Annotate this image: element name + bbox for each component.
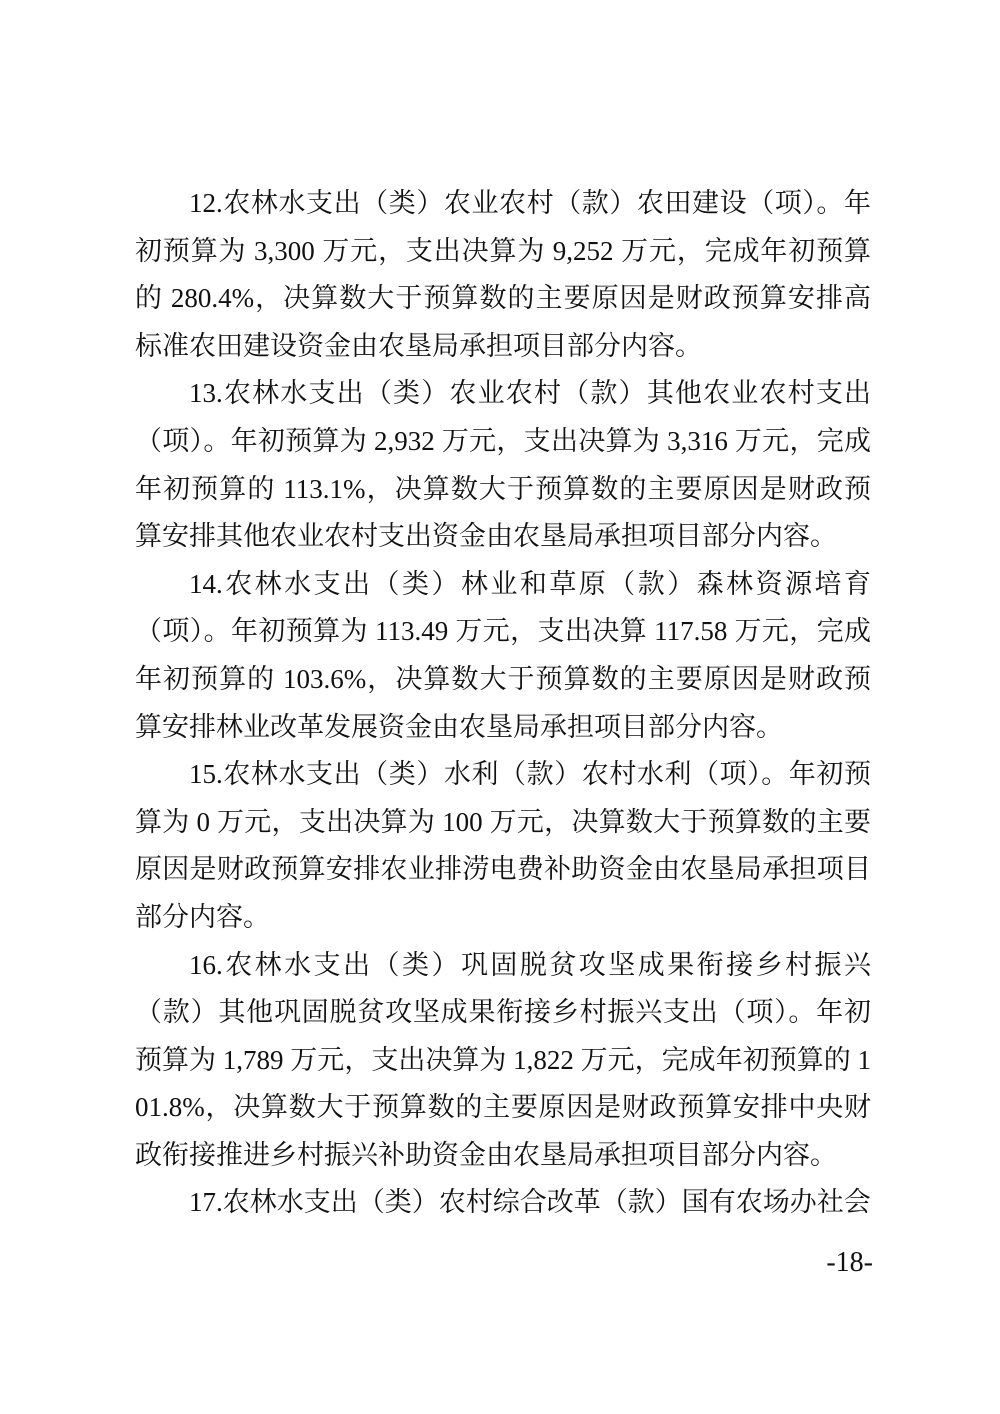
document-body bbox=[135, 180, 871, 1227]
paragraph-item-15: 15.农林水支出（类）水利（款）农村水利（项）。年初预算为 0 万元，支出决算为 100 万元，决算数大于预算数的主要原因是财政预算安排农业排涝电费补助资金由农垦局承担项目部分内容。 bbox=[135, 759, 871, 932]
paragraph-item-13: 13.农林水支出（类）农业农村（款）其他农业农村支出（项）。年初预算为 2,932 万元，支出决算为 3,316 万元，完成年初预算的 113.1%，决算数大于预算数的主要原因是财政预算安排其他农业农村支出资金由农垦局承担项目部分内容。 bbox=[135, 378, 871, 552]
paragraph-item-12: 12.农林水支出（类）农业农村（款）农田建设（项）。年初预算为 3,300 万元，支出决算为 9,252 万元，完成年初预算的 280.4%，决算数大于预算数的主要原因是财政预算安排高标准农田建设资金由农垦局承担项目部分内容。 bbox=[135, 188, 871, 361]
paragraph-item-16: 16.农林水支出（类）巩固脱贫攻坚成果衔接乡村振兴（款）其他巩固脱贫攻坚成果衔接乡村振兴支出（项）。年初预算为 1,789 万元，支出决算为 1,822 万元，完成年初预算的 101.8%，决算数大于预算数的主要原因是财政预算安排中央财政衔接推进乡村振兴补助资金由农垦局承担项目部分内容。 bbox=[135, 949, 871, 1170]
paragraph-item-17: 17.农林水支出（类）农村综合改革（款）国有农场办社会 bbox=[189, 1187, 871, 1218]
page-number: -18- bbox=[826, 1247, 873, 1278]
paragraph-item-14: 14.农林水支出（类）林业和草原（款）森林资源培育（项）。年初预算为 113.49 万元，支出决算 117.58 万元，完成年初预算的 103.6%，决算数大于预算数的主要原因是财政预算安排林业改革发展资金由农垦局承担项目部分内容。 bbox=[135, 568, 871, 742]
